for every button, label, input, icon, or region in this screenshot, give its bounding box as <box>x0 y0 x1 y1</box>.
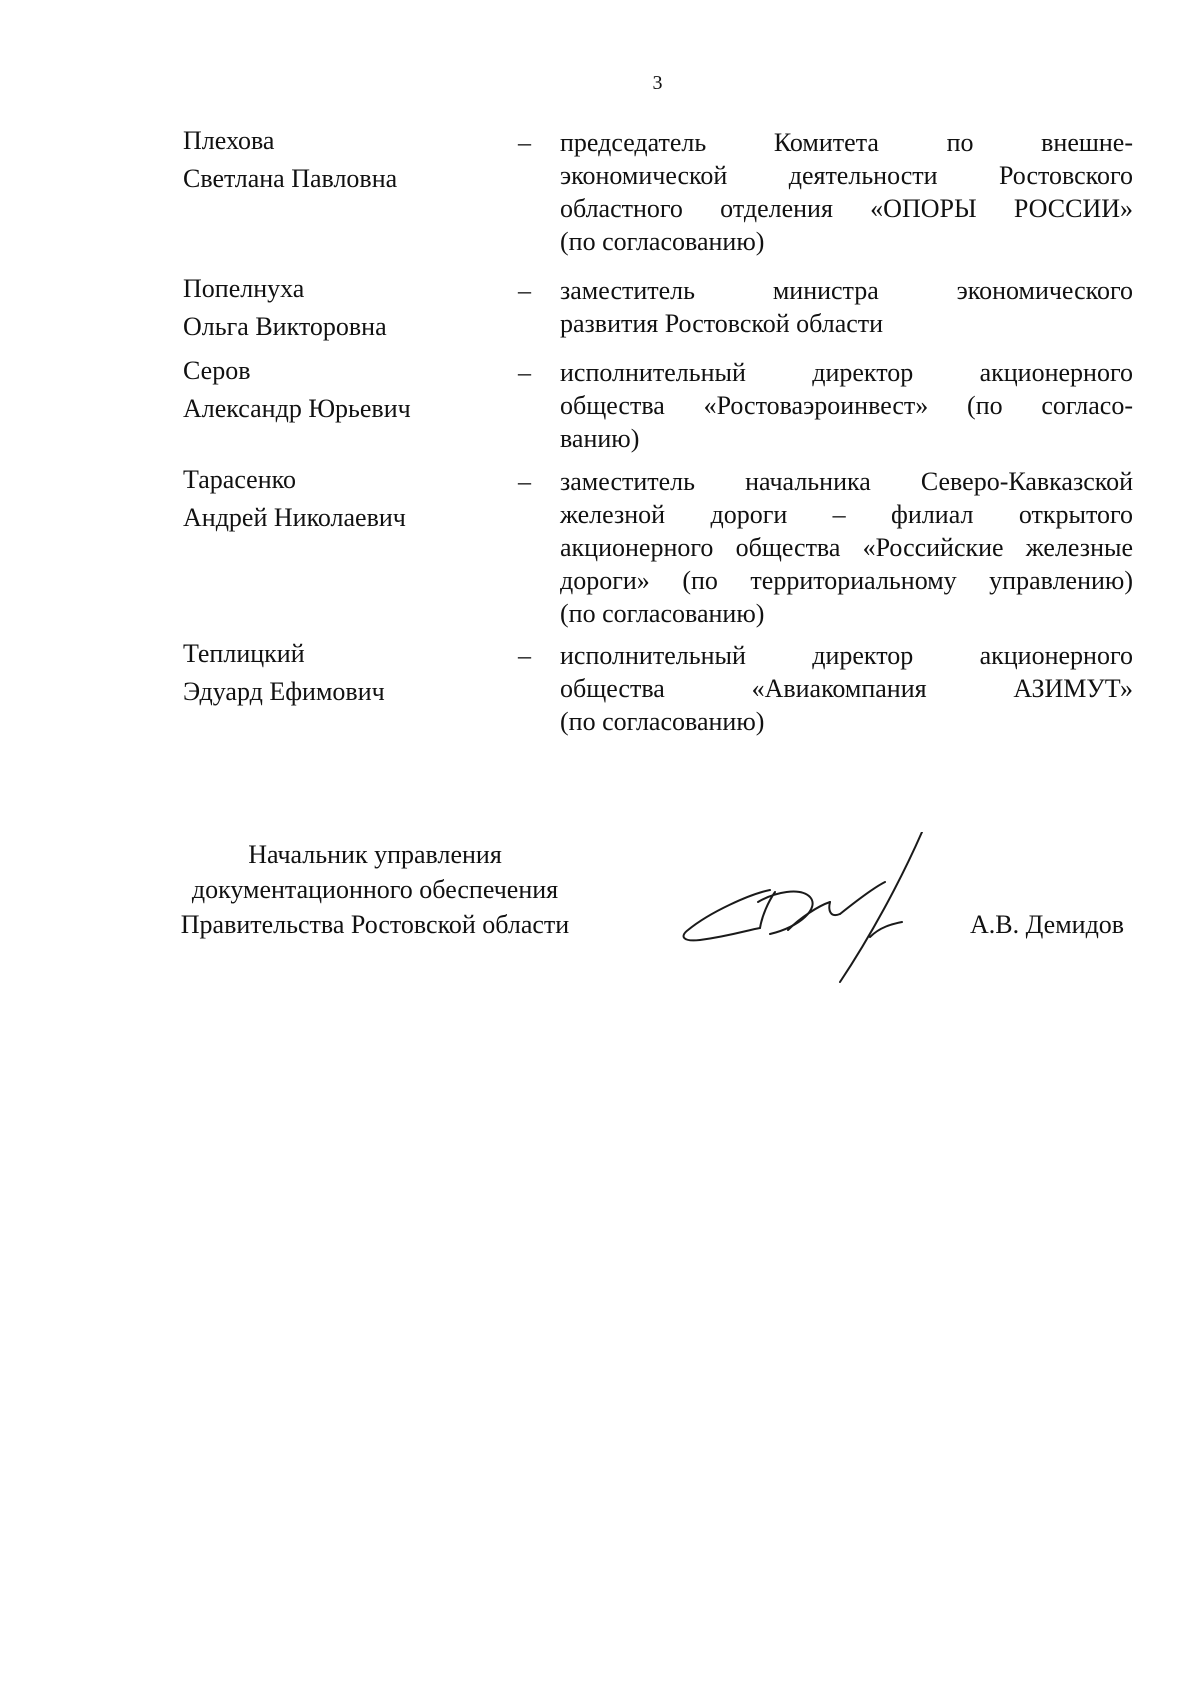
member-dash: – <box>518 641 531 670</box>
member-role-line: ванию) <box>560 424 640 453</box>
member-role-line: акционерного общества «Российские железные <box>560 533 1133 562</box>
member-name <box>183 461 513 537</box>
signatory-title <box>150 837 600 942</box>
member-role-line: развития Ростовской области <box>560 309 884 338</box>
member-surname: Тарасенко <box>183 465 296 494</box>
signatory-title-line: Начальник управления <box>248 840 502 869</box>
member-role-line: общества «Ростоваэроинвест» (по согласо- <box>560 391 1133 420</box>
member-dash: – <box>518 358 531 387</box>
member-dash: – <box>518 467 531 496</box>
member-entry <box>183 274 1133 340</box>
member-role <box>560 639 1133 738</box>
member-role-line: (по согласованию) <box>560 707 765 736</box>
member-role-line: железной дороги – филиал открытого <box>560 500 1133 529</box>
member-given-names: Александр Юрьевич <box>183 394 411 423</box>
member-entry <box>183 356 1133 455</box>
member-given-names: Светлана Павловна <box>183 164 398 193</box>
member-surname: Серов <box>183 356 251 385</box>
member-name <box>183 352 513 428</box>
signatory-title-line: Правительства Ростовской области <box>180 910 570 939</box>
member-name <box>183 635 513 711</box>
member-given-names: Эдуард Ефимович <box>183 677 385 706</box>
member-role-line: дороги» (по территориальному управлению) <box>560 566 1133 595</box>
member-name <box>183 270 513 346</box>
member-role-line: экономической деятельности Ростовского <box>560 161 1133 190</box>
member-role <box>560 465 1133 630</box>
member-given-names: Ольга Викторовна <box>183 312 387 341</box>
member-surname: Теплицкий <box>183 639 305 668</box>
member-role <box>560 126 1133 258</box>
member-role-line: областного отделения «ОПОРЫ РОССИИ» <box>560 194 1133 223</box>
member-role-line: (по согласованию) <box>560 227 765 256</box>
member-role <box>560 356 1133 455</box>
member-role-line: заместитель начальника Северо-Кавказской <box>560 467 1133 496</box>
member-surname: Плехова <box>183 126 275 155</box>
member-dash: – <box>518 276 531 305</box>
member-given-names: Андрей Николаевич <box>183 503 406 532</box>
member-role-line: (по согласованию) <box>560 599 765 628</box>
member-role-line: общества «Авиакомпания АЗИМУТ» <box>560 674 1133 703</box>
member-role-line: исполнительный директор акционерного <box>560 358 1133 387</box>
signature-block <box>150 837 1150 997</box>
member-role-line: председатель Комитета по внешне- <box>560 128 1133 157</box>
member-role <box>560 274 1133 340</box>
member-entry <box>183 126 1133 258</box>
signatory-name: А.В. Демидов <box>970 910 1125 939</box>
signatory-title-line: документационного обеспечения <box>191 875 559 904</box>
handwritten-signature <box>670 832 970 992</box>
member-entry <box>183 639 1133 738</box>
member-role-line: исполнительный директор акционерного <box>560 641 1133 670</box>
page-number: 3 <box>652 72 663 94</box>
member-role-line: заместитель министра экономического <box>560 276 1133 305</box>
member-entry <box>183 465 1133 630</box>
member-dash: – <box>518 128 531 157</box>
member-surname: Попелнуха <box>183 274 305 303</box>
member-name <box>183 122 513 198</box>
